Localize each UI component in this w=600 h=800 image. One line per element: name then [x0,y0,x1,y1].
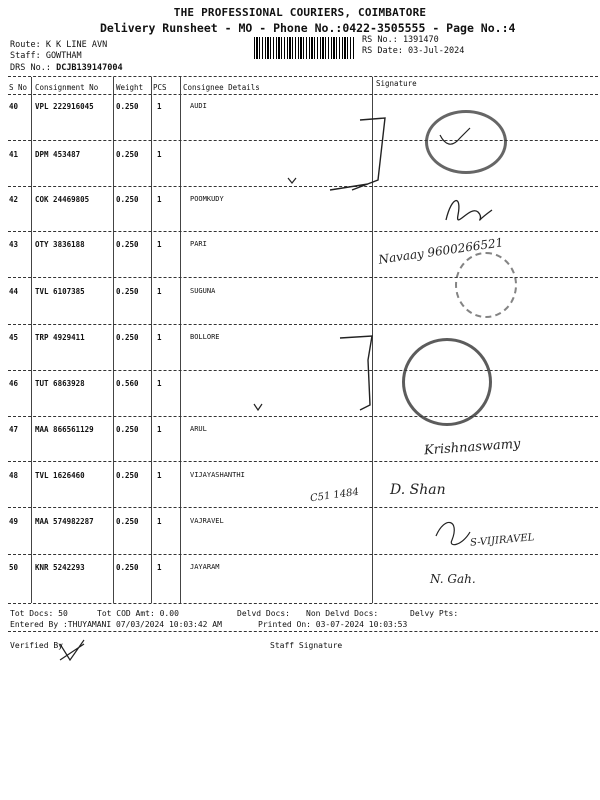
pcs: 1 [157,379,162,388]
staff-signature: Staff Signature [270,641,343,650]
rs-date: RS Date: 03-Jul-2024 [362,46,465,56]
pcs: 1 [157,240,162,249]
weight: 0.250 [116,287,139,296]
weight: 0.250 [116,102,139,111]
footer-rule [8,631,598,632]
handwritten-row48-a: C51 1484 [309,486,360,505]
handwritten-row50: N. Gah. [430,572,476,586]
delvd-docs: Delvd Docs: [237,609,290,618]
rs-number: RS No.: 1391470 [362,35,439,45]
weight: 0.250 [116,425,139,434]
stamp-seal-row44 [455,252,517,318]
weight: 0.250 [116,240,139,249]
weight: 0.250 [116,150,139,159]
pcs: 1 [157,102,162,111]
sno: 50 [9,563,19,572]
consignee-name: VAJRAVEL [190,517,224,525]
delvy-pts: Delvy Pts: [410,609,459,618]
consignment-no: COK 24469805 [35,195,90,204]
weight: 0.250 [116,195,139,204]
consignee-name: PARI [190,240,207,248]
consignee-name: SUGUNA [190,287,216,295]
sno: 41 [9,150,19,159]
weight: 0.250 [116,333,139,342]
weight: 0.250 [116,563,139,572]
sno: 47 [9,425,19,434]
pcs: 1 [157,287,162,296]
col-consignee: Consignee Details [183,83,260,92]
sno: 44 [9,287,19,296]
consignee-name: VIJAYASHANTHI [190,471,245,479]
pcs: 1 [157,150,162,159]
non-delvd-docs: Non Delvd Docs: [306,609,379,618]
sno: 40 [9,102,19,111]
consignment-no: KNR 5242293 [35,563,85,572]
consignment-no: TRP 4929411 [35,333,85,342]
tot-docs: Tot Docs: 50 [10,609,68,618]
sno: 49 [9,517,19,526]
drs-label: DRS No.: [10,63,51,73]
pcs: 1 [157,333,162,342]
consignee-name: BOLLORE [190,333,220,341]
entered-by: Entered By :THUYAMANI 07/03/2024 10:03:42 AM [10,620,222,629]
consignment-no: VPL 222916045 [35,102,94,111]
weight: 0.560 [116,379,139,388]
consignment-no: OTY 3836188 [35,240,85,249]
verified-by: Verified By [10,641,63,650]
handwritten-row47: Krishnaswamy [423,436,521,459]
stamp-seal-row45 [402,338,492,426]
consignment-no: TUT 6863928 [35,379,85,388]
col-sno: S No [9,83,28,92]
consignee-name: POOMKUDY [190,195,224,203]
consignment-no: MAA 574982287 [35,517,94,526]
sno: 42 [9,195,19,204]
consignment-no: DPM 453487 [35,150,81,159]
company-title: THE PROFESSIONAL COURIERS, COIMBATORE [173,6,427,19]
consignment-no: MAA 866561129 [35,425,94,434]
staff-label: Staff: GOWTHAM [10,51,82,61]
consignment-no: TVL 1626460 [35,471,85,480]
tot-cod: Tot COD Amt: 0.00 [97,609,179,618]
pcs: 1 [157,563,162,572]
consignee-name: JAYARAM [190,563,220,571]
pcs: 1 [157,195,162,204]
sno: 43 [9,240,19,249]
handwritten-row49: S-VIJIRAVEL [469,532,535,549]
handwritten-row48-b: D. Shan [390,482,446,498]
runsheet-title: Delivery Runsheet - MO - Phone No.:0422-3505555 - Page No.:4 [100,21,516,35]
printed-on: Printed On: 03-07-2024 10:03:53 [258,620,408,629]
pcs: 1 [157,425,162,434]
pcs: 1 [157,471,162,480]
sno: 45 [9,333,19,342]
consignee-name: ARUL [190,425,207,433]
col-consignment: Consignment No [35,83,99,92]
weight: 0.250 [116,471,139,480]
route-label: Route: K K LINE AVN [10,40,108,50]
weight: 0.250 [116,517,139,526]
col-weight: Weight [116,83,144,92]
pcs: 1 [157,517,162,526]
drs-number: DCJB139147004 [56,63,123,73]
col-signature: Signature [376,79,417,88]
sno: 48 [9,471,19,480]
sno: 46 [9,379,19,388]
consignment-no: TVL 6107385 [35,287,85,296]
handwritten-row43: Navaay 9600266521 [377,235,505,267]
consignee-name: AUDI [190,102,207,110]
col-pcs: PCS [153,83,167,92]
stamp-seal-row40 [425,110,507,174]
